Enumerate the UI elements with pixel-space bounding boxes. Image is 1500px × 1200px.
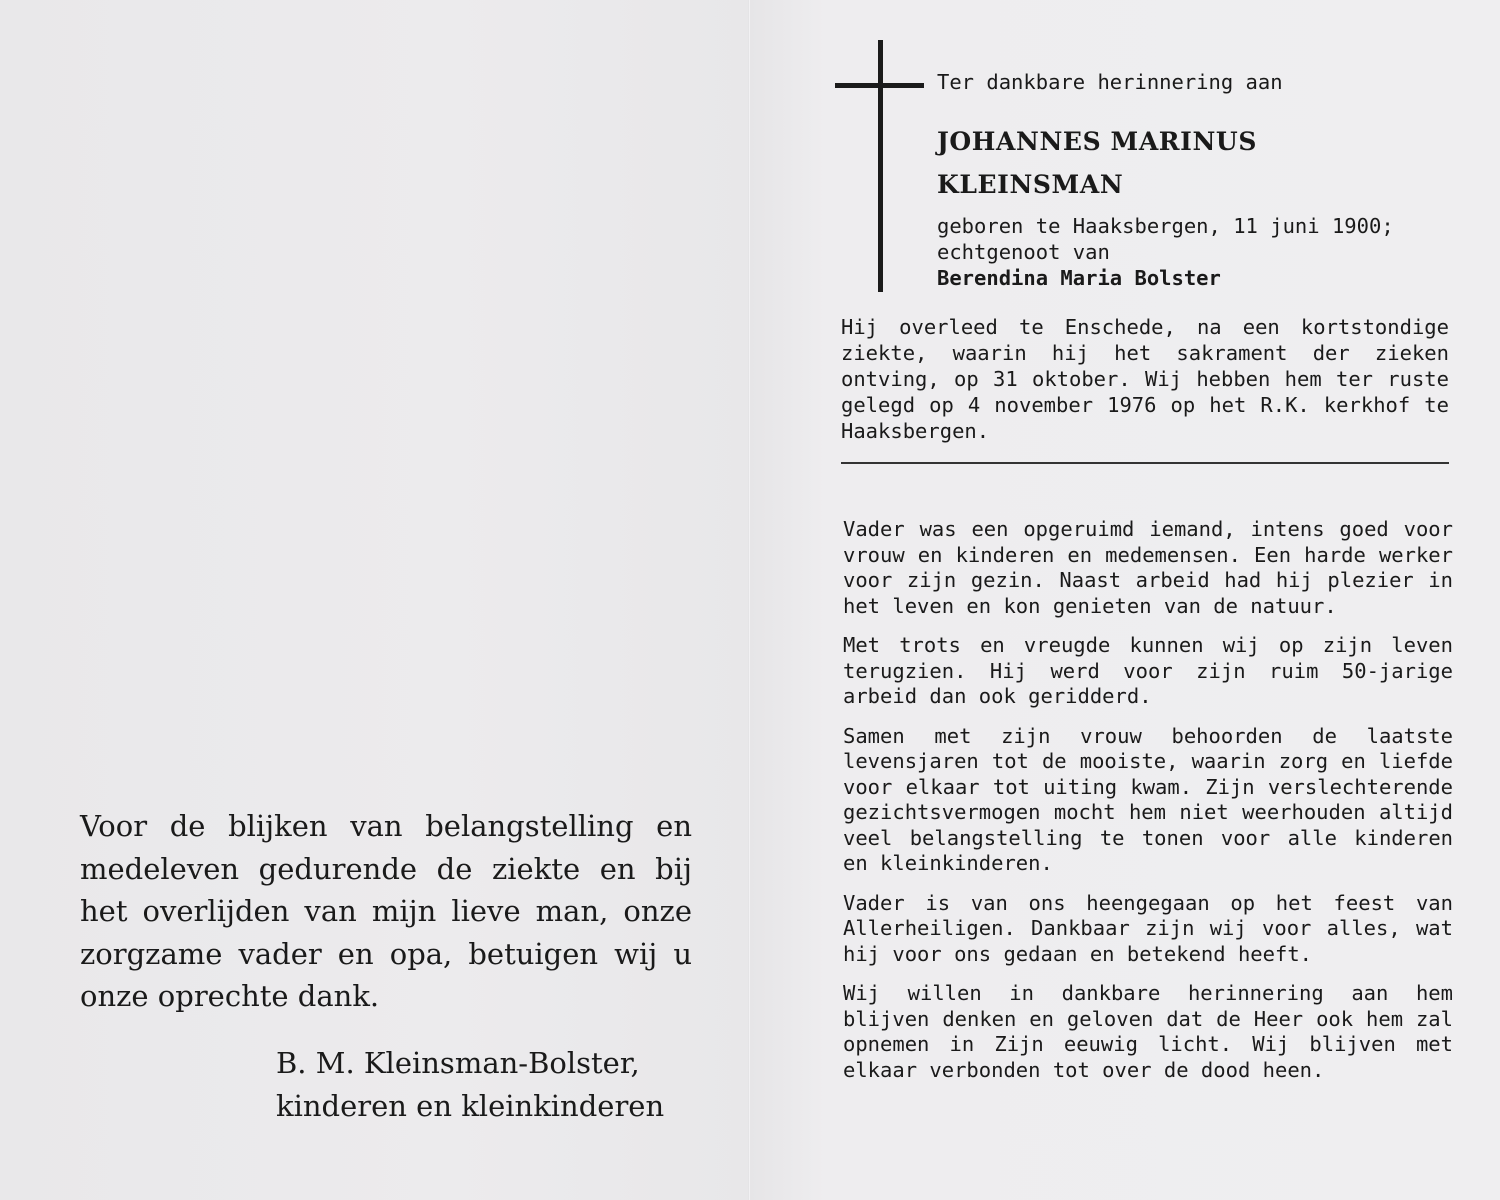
deceased-name <box>937 120 1257 206</box>
signature-block <box>276 1042 664 1128</box>
bio-paragraph: Samen met zijn vrouw behoorden de laatste levensjaren tot de mooiste, waarin zorg en liefde voor elkaar tot uiting kwam. Zijn verslechterende gezichtsvermogen mocht hem niet weerhouden altijd veel belangstelling te tonen voor alle kinderen en kleinkinderen. <box>843 723 1453 875</box>
thanks-text: Voor de blijken van belangstelling en medeleven gedurende de ziekte en bij het overlijden van mijn lieve man, onze zorgzame vader en opa, betuigen wij u onze oprechte dank. <box>80 809 692 1013</box>
biography <box>843 517 1453 1097</box>
cross-vertical-bar <box>878 40 883 292</box>
name-line-last: KLEINSMAN <box>937 170 1124 199</box>
bio-paragraph: Wij willen in dankbare herinnering aan hem blijven denken en geloven dat de Heer ook hem zal opnemen in Zijn eeuwig licht. Wij blijven met elkaar verbonden tot over de dood heen. <box>843 981 1453 1082</box>
signature-line-name: B. M. Kleinsman-Bolster, <box>276 1046 640 1080</box>
cross-horizontal-bar <box>835 83 924 88</box>
divider-line <box>841 462 1449 464</box>
name-line-first: JOHANNES MARINUS <box>937 127 1257 156</box>
spouse-prefix: echtgenoot van <box>937 240 1110 264</box>
bio-paragraph: Vader was een opgeruimd iemand, intens goed voor vrouw en kinderen en medemensen. Een harde werker voor zijn gezin. Naast arbeid had hij plezier in het leven en kon genieten van de natuur. <box>843 517 1453 618</box>
bio-paragraph: Vader is van ons heengegaan op het feest van Allerheiligen. Dankbaar zijn wij voor alles, wat hij voor ons gedaan en betekend heeft. <box>843 890 1453 966</box>
signature-line-family: kinderen en kleinkinderen <box>276 1089 665 1123</box>
intro-line: Ter dankbare herinnering aan <box>937 70 1283 94</box>
bio-paragraph: Met trots en vreugde kunnen wij op zijn leven terugzien. Hij werd voor zijn ruim 50-jarige arbeid dan ook geridderd. <box>843 633 1453 708</box>
birth-line: geboren te Haaksbergen, 11 juni 1900; <box>937 214 1394 238</box>
spouse-name: Berendina Maria Bolster <box>937 266 1221 290</box>
death-paragraph: Hij overleed te Enschede, na een kortstondige ziekte, waarin hij het sakrament der zieken ontving, op 31 oktober. Wij hebben hem ter ruste gelegd op 4 november 1976 op het R.K. kerkhof te Haaksbergen. <box>841 315 1449 443</box>
birth-info <box>937 213 1394 291</box>
